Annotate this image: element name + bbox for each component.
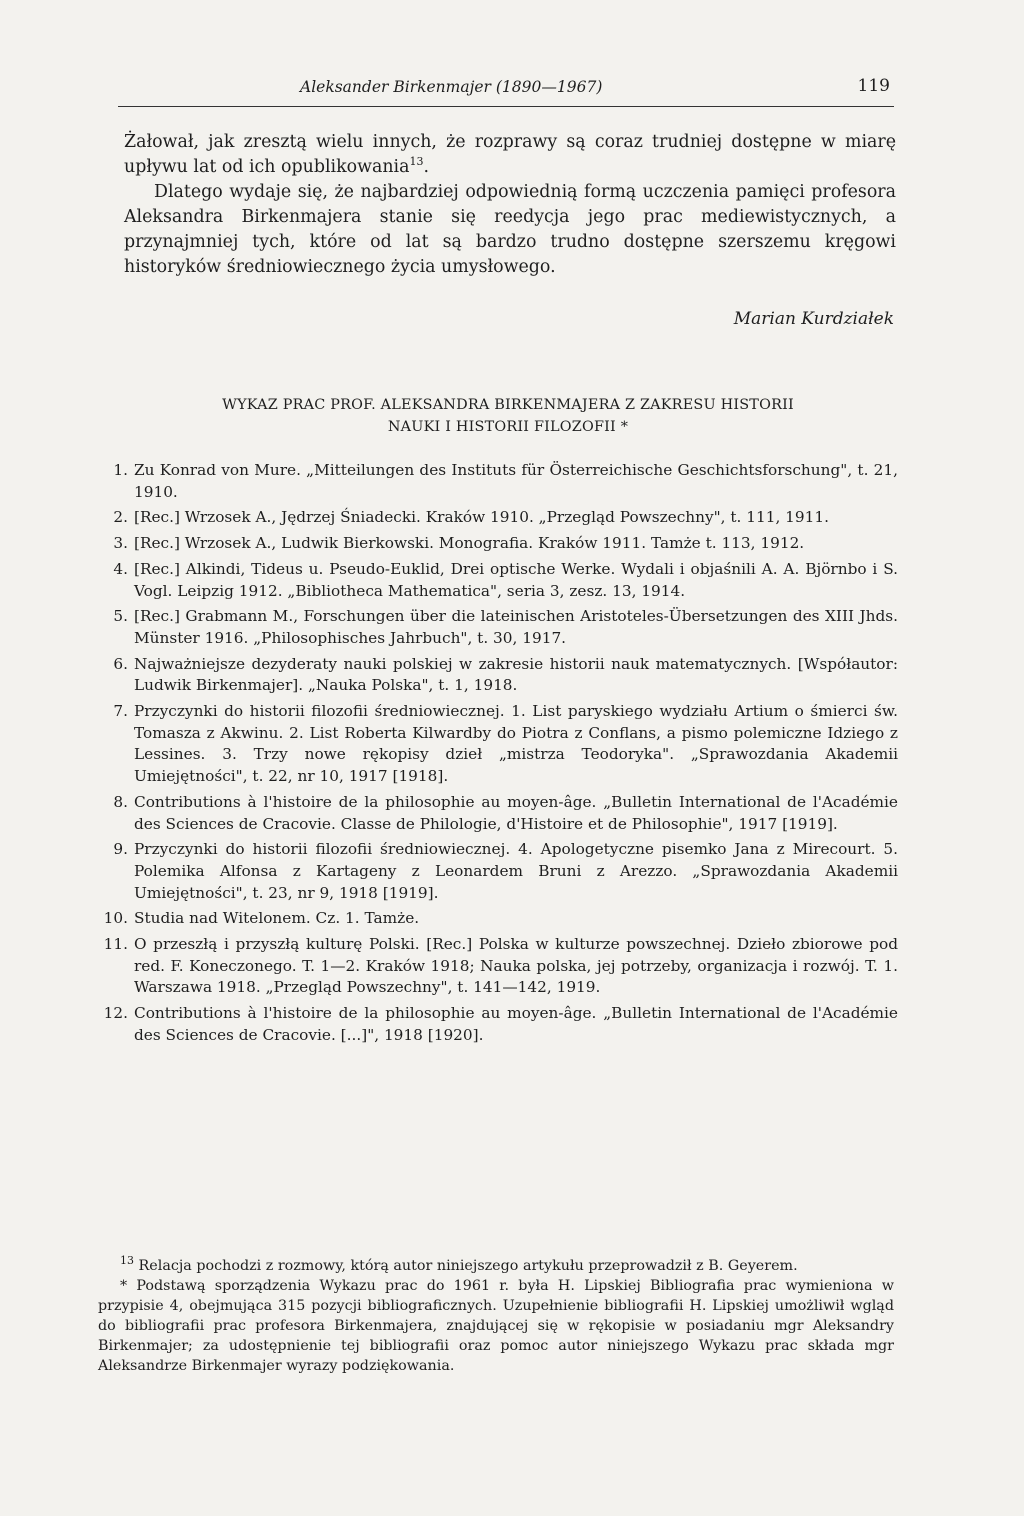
entry-number: 12. <box>103 1004 128 1023</box>
entry-number: 2. <box>113 508 128 527</box>
footnote-star: * Podstawą sporządzenia Wykazu prac do 1961 r. była H. Lipskiej Bibliografia prac wymieniona w przypisie 4, obejmująca 315 pozycji bibliograficznych. Uzupełnienie bibliografii H. Lipskiej umożliwił wgląd do bibliografii prac profesora Birkenmajera, znajdującej się w rękopisie w posiadaniu mgr Aleksandry Birkenmajer; za udostępnienie tej bibliografii oraz pomoc autor niniejszego Wykazu prac składa mgr Aleksandrze Birkenmajer wyrazy podziękowania. <box>98 1278 894 1374</box>
bibliography-heading-line-1: WYKAZ PRAC PROF. ALEKSANDRA BIRKENMAJERA Z ZAKRESU HISTORII <box>222 397 794 413</box>
entry-text: [Rec.] Wrzosek A., Jędrzej Śniadecki. Kraków 1910. „Przegląd Powszechny", t. 111, 1911. <box>134 508 829 527</box>
footnote-13 <box>98 1256 894 1276</box>
entry-number: 4. <box>113 559 128 578</box>
bibliography-entry <box>88 654 898 697</box>
intro-paragraph-1-text: Żałował, jak zresztą wielu innych, że rozprawy są coraz trudniej dostępne w miarę upływu lat od ich opublikowania <box>124 132 896 177</box>
author-signature: Marian Kurdziałek <box>733 309 894 329</box>
running-title: Aleksander Birkenmajer (1890—1967) <box>300 78 603 96</box>
entry-number: 11. <box>103 935 128 954</box>
footnote-ref-13: 13 <box>409 155 424 169</box>
entry-text: Studia nad Witelonem. Cz. 1. Tamże. <box>134 909 420 928</box>
bibliography-entry <box>88 606 898 649</box>
bibliography-entry <box>88 908 898 930</box>
bibliography-entry <box>88 507 898 529</box>
entry-text: Zu Konrad von Mure. „Mitteilungen des Instituts für Österreichische Geschichtsforschung", t. 21, 1910. <box>134 461 898 501</box>
intro-paragraph-2: Dlatego wydaje się, że najbardziej odpowiednią formą uczczenia pamięci profesora Aleksandra Birkenmajera stanie się reedycja jego prac mediewistycznych, a przynajmniej tych, które od lat są bardzo trudno dostępne szerszemu kręgowi historyków średniowiecznego życia umysłowego. <box>124 182 896 277</box>
intro-text <box>124 130 896 280</box>
entry-number: 9. <box>113 840 128 859</box>
bibliography-entry <box>88 839 898 904</box>
bibliography-entry <box>88 533 898 555</box>
entry-number: 10. <box>103 909 128 928</box>
bibliography-entry <box>88 934 898 999</box>
running-header <box>118 74 894 107</box>
bibliography-entry <box>88 701 898 788</box>
bibliography-heading-line-2: NAUKI I HISTORII FILOZOFII * <box>387 419 629 435</box>
page-number: 119 <box>857 76 890 96</box>
entry-number: 1. <box>113 461 128 479</box>
entry-text: Przyczynki do historii filozofii średniowiecznej. 1. List paryskiego wydziału Artium o śmierci św. Tomasza z Akwinu. 2. List Roberta Kilwardby do Piotra z Conflans, a pismo polemiczne Idziego z Lessines. 3. Trzy nowe rękopisy dzieł „mistrza Teodoryka". „Sprawozdania Akademii Umiejętności", t. 22, nr 10, 1917 [1918]. <box>134 702 898 786</box>
entry-number: 5. <box>113 607 128 626</box>
intro-paragraph-1 <box>124 130 896 180</box>
entry-text: Najważniejsze dezyderaty nauki polskiej w zakresie historii nauk matematycznych. [Współautor: Ludwik Birkenmajer]. „Nauka Polska", t. 1, 1918. <box>134 654 898 695</box>
bibliography-entry <box>88 1003 898 1046</box>
bibliography-list <box>88 460 898 1051</box>
entry-text: Contributions à l'histoire de la philosophie au moyen-âge. „Bulletin International de l'Académie des Sciences de Cracovie. [...]", 1918 [1920]. <box>134 1004 898 1044</box>
bibliography-heading <box>118 394 898 438</box>
entry-text: [Rec.] Grabmann M., Forschungen über die lateinischen Aristoteles-Übersetzungen des XIII Jhds. Münster 1916. „Philosophisches Jahrbuch", t. 30, 1917. <box>134 607 898 647</box>
entry-number: 3. <box>113 534 128 553</box>
entry-text: [Rec.] Wrzosek A., Ludwik Bierkowski. Monografia. Kraków 1911. Tamże t. 113, 1912. <box>134 534 805 553</box>
entry-number: 8. <box>113 792 128 811</box>
bibliography-entry <box>88 460 898 503</box>
bibliography-entry <box>88 559 898 602</box>
footnote-13-text: Relacja pochodzi z rozmowy, którą autor niniejszego artykułu przeprowadził z B. Geyerem. <box>138 1258 798 1274</box>
entry-number: 7. <box>113 702 128 721</box>
entry-text: Contributions à l'histoire de la philosophie au moyen-âge. „Bulletin International de l'Académie des Sciences de Cracovie. Classe de Philologie, d'Histoire et de Philosophie", 1917 [1919]. <box>134 792 898 833</box>
entry-number: 6. <box>113 654 128 673</box>
intro-paragraph-1-end: . <box>423 157 429 177</box>
footnotes <box>98 1256 894 1376</box>
footnote-13-mark: 13 <box>120 1254 134 1268</box>
bibliography-entry <box>88 792 898 835</box>
entry-text: Przyczynki do historii filozofii średniowiecznej. 4. Apologetyczne pisemko Jana z Mirecourt. 5. Polemika Alfonsa z Kartageny z Leonardem Bruni z Arezzo. „Sprawozdania Akademii Umiejętności", t. 23, nr 9, 1918 [1919]. <box>134 840 898 902</box>
entry-text: O przeszłą i przyszłą kulturę Polski. [Rec.] Polska w kulturze powszechnej. Dzieło zbiorowe pod red. F. Koneczonego. T. 1—2. Kraków 1918; Nauka polska, jej potrzeby, organizacja i rozwój. T. 1. Warszawa 1918. „Przegląd Powszechny", t. 141—142, 1919. <box>134 935 898 997</box>
entry-text: [Rec.] Alkindi, Tideus u. Pseudo-Euklid, Drei optische Werke. Wydali i objaśnili A. A. Björnbo i S. Vogl. Leipzig 1912. „Bibliotheca Mathematica", seria 3, zesz. 13, 1914. <box>134 559 898 600</box>
